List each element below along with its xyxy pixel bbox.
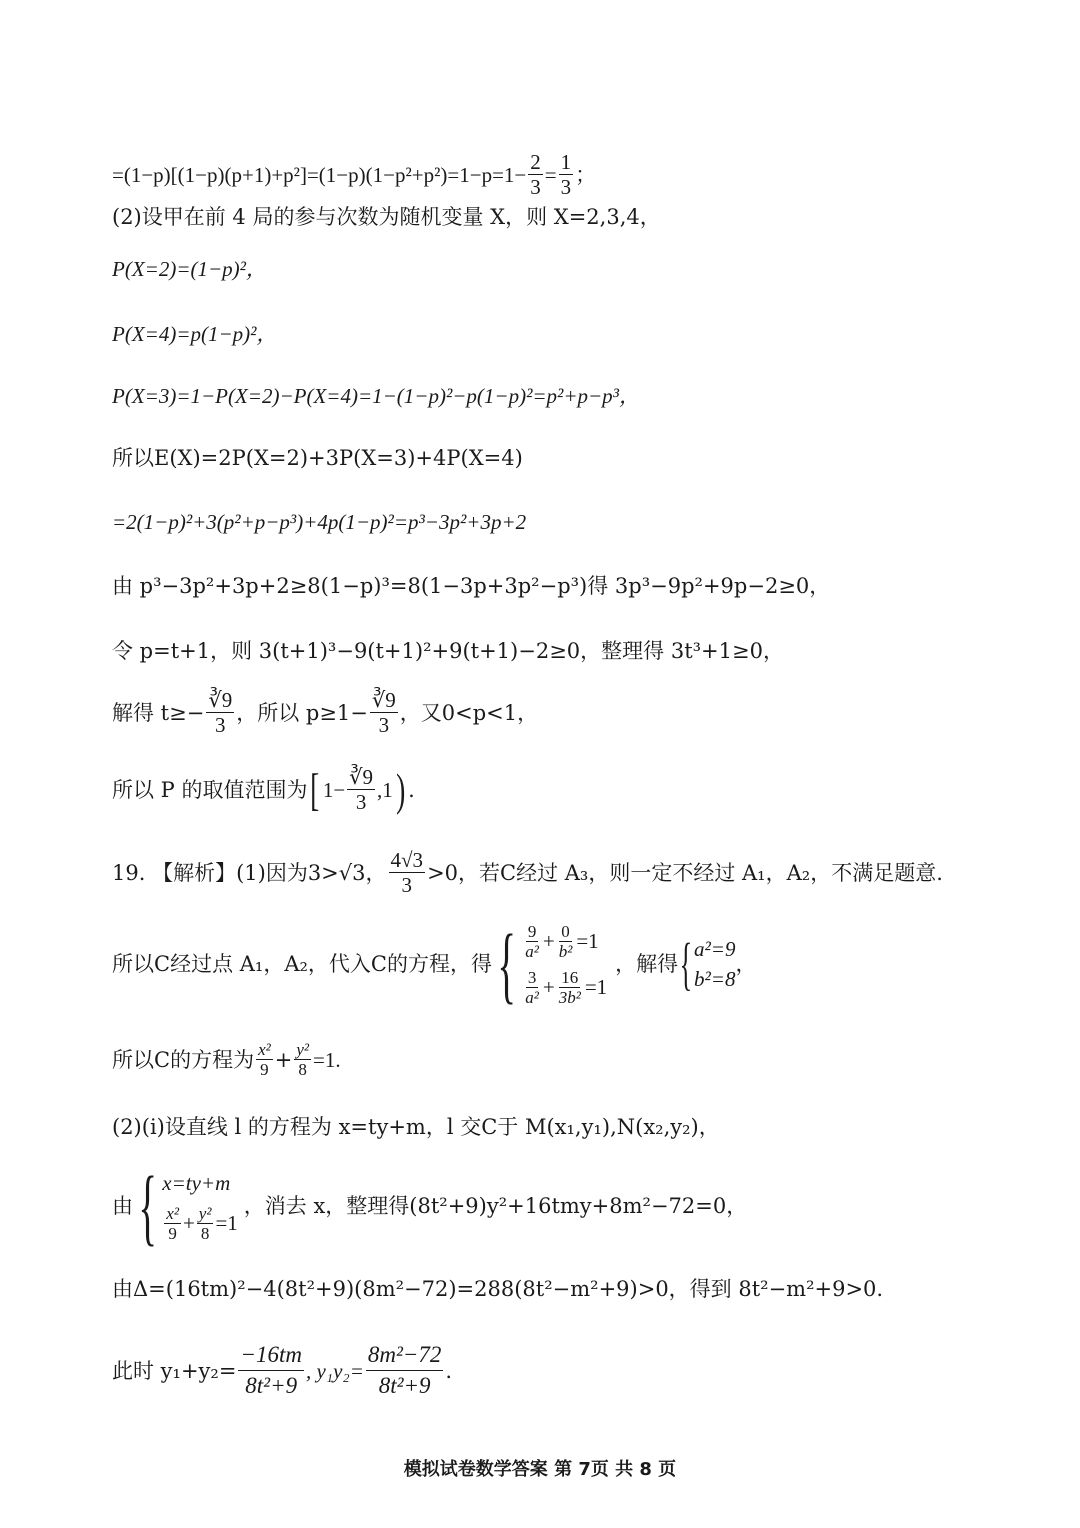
- left-brace: {: [679, 931, 693, 996]
- line-17: 由Δ=(16tm)²−4(8t²+9)(8m²−72)=288(8t²−m²+9)>0，得到 8t²−m²+9>0.: [112, 1277, 884, 1301]
- fraction: $\frac{∛9}{3}$: [349, 765, 374, 814]
- line-11: 所以 P 的取值范围为 [ 1− $\frac{∛9}{3}$ ,1 ) .: [112, 763, 415, 815]
- fraction: $\frac{\text{x²}}{9}$: [258, 1040, 271, 1079]
- line-7: =2(1−p)²+3(p²+p−p³)+4p(1−p)²=p³−3p²+3p+2: [112, 510, 527, 534]
- line-4: P(X=4)=p(1−p)²，: [112, 322, 278, 346]
- line-16: 由 { x=ty+m $\frac{\text{x²}}{9}$ + $\frac{\text{y²}}{8}$ =1 ，消去 x，整理得(8t²+9)y²+16tmy+8m²−72=0，: [112, 1158, 748, 1254]
- line-3: P(X=2)=(1−p)²，: [112, 257, 267, 281]
- fraction: $\frac{1}{3}$: [560, 150, 572, 199]
- line-10: 解得 t≥− $\frac{∛9}{3}$ ，所以 p≥1− $\frac{∛9}{3}$ ，又0<p<1，: [112, 688, 539, 737]
- line-15: (2)(i)设直线 l 的方程为 x=ty+m，l 交C于 M(x₁,y₁),N(x₂,y₂)，: [112, 1115, 720, 1139]
- solution-system: a²=9 b²=8: [694, 937, 736, 991]
- page-footer: 模拟试卷数学答案 第 7页 共 8 页: [403, 1459, 677, 1480]
- fraction: $\frac{3}{\text{a²}}$: [525, 967, 539, 1007]
- line-6: 所以E(X)=2P(X=2)+3P(X=3)+4P(X=4): [112, 446, 523, 470]
- line-9: 令 p=t+1，则 3(t+1)³−9(t+1)²+9(t+1)−2≥0，整理得 3t³+1≥0，: [112, 639, 784, 663]
- fraction: $\frac{0}{\text{b²}}$: [558, 921, 573, 961]
- fraction: $\frac{\text{y²}}{8}$: [198, 1203, 212, 1243]
- right-paren: ): [395, 763, 406, 815]
- equation-system: $\frac{9}{\text{a²}}$ + $\frac{0}{\text{b²}}$ =1 $\frac{3}{\text{a²}}$ + $\frac{16}{\text{3b²}}$ =1: [525, 921, 608, 1007]
- equation-system: x=ty+m $\frac{\text{x²}}{9}$ + $\frac{\text{y²}}{8}$ =1: [162, 1171, 238, 1243]
- line-1: =(1−p)[(1−p)(p+1)+p²]=(1−p)(1−p²+p²)=1−p=1− $\frac{2}{3}$ = $\frac{1}{3}$ ；: [112, 150, 597, 199]
- line-2: (2)设甲在前 4 局的参与次数为随机变量 X，则 X=2,3,4，: [112, 205, 661, 229]
- fraction: $\frac{9}{\text{a²}}$: [525, 921, 539, 961]
- line-12: 19. 【解析】(1)因为3>√3， $\frac{4√3}{3}$ >0，若C经过 A₃，则一定不经过 A₁，A₂，不满足题意.: [112, 848, 943, 897]
- line-14: 所以C的方程为 $\frac{\text{x²}}{9}$ + $\frac{\text{y²}}{8}$ =1.: [112, 1040, 341, 1079]
- fraction: $\frac{∛9}{3}$: [371, 688, 396, 737]
- fraction: $\frac{4√3}{3}$: [390, 848, 424, 897]
- fraction: $\frac{2}{3}$: [530, 150, 541, 199]
- fraction: $\frac{\text{y²}}{8}$: [296, 1040, 309, 1079]
- fraction: $\frac{-16tm}{\text{8t²+9}}$: [240, 1342, 302, 1398]
- left-brace: {: [138, 1158, 157, 1254]
- left-bracket: [: [310, 763, 320, 815]
- line-8: 由 p³−3p²+3p+2≥8(1−p)³=8(1−3p+3p²−p³)得 3p³−9p²+9p−2≥0，: [112, 574, 831, 598]
- fraction: $\frac{\text{x²}}{9}$: [166, 1203, 179, 1243]
- line-5: P(X=3)=1−P(X=2)−P(X=4)=1−(1−p)²−p(1−p)²=p²+p−p³，: [112, 384, 640, 408]
- line-13: 所以C经过点 A₁，A₂，代入C的方程，得 { $\frac{9}{\text{a²}}$ + $\frac{0}{\text{b²}}$ =1 $\frac{3}{\text{a²}}$ + $\frac{16}{\text{3b²}}$ =1 ，解得 { a²=9 b²=8 ，: [112, 916, 757, 1012]
- fraction: $\frac{∛9}{3}$: [208, 688, 233, 737]
- left-brace: {: [497, 916, 516, 1012]
- fraction: $\frac{\text{8m²−72}}{\text{8t²+9}}$: [367, 1342, 442, 1398]
- line-18: 此时 y₁+y₂= $\frac{-16tm}{\text{8t²+9}}$ , y₁y₂= $\frac{\text{8m²−72}}{\text{8t²+9}}$ .: [112, 1340, 452, 1401]
- fraction: $\frac{16}{\text{3b²}}$: [558, 967, 581, 1007]
- equation-text: =(1−p)[(1−p)(p+1)+p²]=(1−p)(1−p²+p²)=1−p=1−: [112, 162, 527, 187]
